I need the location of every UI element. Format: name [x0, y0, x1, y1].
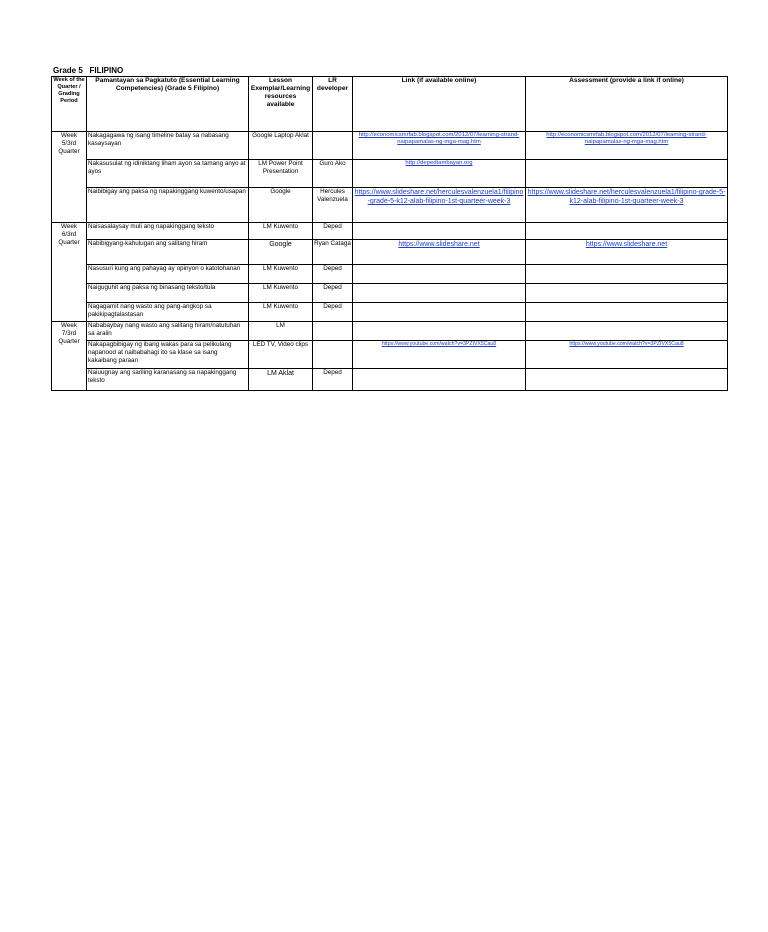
competency-cell: Naibibigay ang paksa ng napakinggang kuwento/usapan	[87, 188, 249, 223]
competency-table	[51, 76, 728, 391]
lr-cell: Ryan Cataga	[313, 240, 353, 265]
assessment-cell	[526, 341, 728, 369]
link-cell	[353, 341, 526, 369]
lr-cell: Deped	[313, 265, 353, 284]
lesson-cell: Google Laptop Aklat	[249, 132, 313, 160]
link-anchor[interactable]: https://www.youtube.com/watch?v=3PZIVX5Cau8	[381, 341, 497, 347]
table-row	[52, 303, 728, 322]
week-5-label: Week 5/3rd Quarter	[52, 132, 87, 223]
lr-cell: Guro Ako	[313, 160, 353, 188]
lesson-cell: LM Power Point Presentation	[249, 160, 313, 188]
link-cell	[353, 369, 526, 391]
lr-cell: Deped	[313, 223, 353, 240]
table-row	[52, 160, 728, 188]
link-cell	[353, 188, 526, 223]
link-cell	[353, 303, 526, 322]
competency-cell: Nakagagawa ng isang timeline batay sa nabasang kasaysayan	[87, 132, 249, 160]
assessment-cell	[526, 188, 728, 223]
competency-cell: Nasusuri kung ang pahayag ay opinyon o katotohanan	[87, 265, 249, 284]
assessment-cell	[526, 132, 728, 160]
assessment-cell	[526, 284, 728, 303]
lesson-cell: Google	[249, 188, 313, 223]
competency-cell: Naiguguhit ang paksa ng binasang teksto/tula	[87, 284, 249, 303]
lr-cell: Hercules Valenzuela	[313, 188, 353, 223]
table-row	[52, 132, 728, 160]
link-cell	[353, 132, 526, 160]
table-row	[52, 369, 728, 391]
competency-cell: Nababaybay nang wasto ang salitang hiram/natutuhan sa aralin	[87, 322, 249, 341]
lesson-cell: LM Kuwento	[249, 303, 313, 322]
header-row	[52, 77, 728, 132]
assessment-cell	[526, 303, 728, 322]
link-anchor[interactable]: https://www.slideshare.net/herculesvalenzuela1/filipino-grade-5-k12-alab-filipino-1st-quarteer-week-3	[354, 189, 524, 205]
lesson-cell: Google	[249, 240, 313, 265]
competency-cell: Nakasusulat ng idiniktang liham ayon sa tamang anyo at ayos	[87, 160, 249, 188]
lesson-cell: LM Kuwento	[249, 284, 313, 303]
week-7-label: Week 7/3rd Quarter	[52, 322, 87, 391]
link-cell	[353, 223, 526, 240]
table-row	[52, 284, 728, 303]
table-row	[52, 265, 728, 284]
lr-cell	[313, 132, 353, 160]
lesson-cell: LM Kuwento	[249, 223, 313, 240]
assessment-anchor[interactable]: https://www.youtube.com/watch?v=3PZIVX5Cau8	[569, 341, 684, 347]
table-row	[52, 322, 728, 341]
assessment-cell	[526, 160, 728, 188]
assessment-cell	[526, 240, 728, 265]
link-cell	[353, 240, 526, 265]
competency-cell: Nagagamit nang wasto ang pang-angkop sa pakikipagtalastasan	[87, 303, 249, 322]
lesson-cell: LM Aklat	[249, 369, 313, 391]
competency-cell: Nakapagbibigay ng ibang wakas para sa pelikulang napanood at naibabahagi ito sa klase sa isang kakaibang paraan	[87, 341, 249, 369]
competency-cell: Naisasalaysay muli ang napakinggang teksto	[87, 223, 249, 240]
link-cell	[353, 265, 526, 284]
link-anchor[interactable]: http://depedtambayan.org	[405, 160, 473, 166]
header-lr-developer: LR developer	[313, 77, 353, 132]
link-anchor[interactable]: http://economicsmrfab.blogspot.com/2012/07/learning-strand-naipapamalas-ng-mga-mag.htm	[358, 132, 520, 146]
lr-cell	[313, 322, 353, 341]
assessment-anchor[interactable]: https://www.slideshare.net	[585, 241, 668, 248]
link-cell	[353, 322, 526, 341]
lr-cell: Deped	[313, 303, 353, 322]
table-row	[52, 188, 728, 223]
lr-cell	[313, 341, 353, 369]
link-cell	[353, 160, 526, 188]
header-link: Link (if available online)	[353, 77, 526, 132]
assessment-cell	[526, 322, 728, 341]
assessment-cell	[526, 369, 728, 391]
assessment-cell	[526, 265, 728, 284]
table-row	[52, 223, 728, 240]
document-title: Grade 5 FILIPINO	[53, 66, 124, 75]
lr-cell: Deped	[313, 284, 353, 303]
competency-cell: Naiuugnay ang sariling karanasang sa napakinggang teksto	[87, 369, 249, 391]
assessment-cell	[526, 223, 728, 240]
table-row	[52, 341, 728, 369]
link-cell	[353, 284, 526, 303]
lesson-cell: LM	[249, 322, 313, 341]
lr-cell: Deped	[313, 369, 353, 391]
competency-cell: Nabibigyang-kahulugan ang salitang hiram	[87, 240, 249, 265]
link-anchor[interactable]: https://www.slideshare.net	[398, 241, 480, 248]
header-week: Week of the Quarter / Grading Period	[52, 77, 87, 132]
lesson-cell: LED TV, Video clips	[249, 341, 313, 369]
assessment-anchor[interactable]: http://economicsmrfab.blogspot.com/2012/07/learning-strand-naipapamalas-ng-mga-mag.htm	[546, 132, 707, 146]
assessment-anchor[interactable]: https://www.slideshare.net/herculesvalenzuela1/filipino-grade-5-k12-alab-filipino-1st-quarteer-week-3	[527, 189, 726, 205]
lesson-cell: LM Kuwento	[249, 265, 313, 284]
table-row	[52, 240, 728, 265]
header-lesson: Lesson Exemplar/Learning resources available	[249, 77, 313, 132]
header-competency: Pamantayan sa Pagkatuto (Essential Learning Competencies) (Grade 5 Filipino)	[87, 77, 249, 132]
header-assessment: Assessment (provide a link if online)	[526, 77, 728, 132]
week-6-label: Week 6/3rd Quarter	[52, 223, 87, 322]
